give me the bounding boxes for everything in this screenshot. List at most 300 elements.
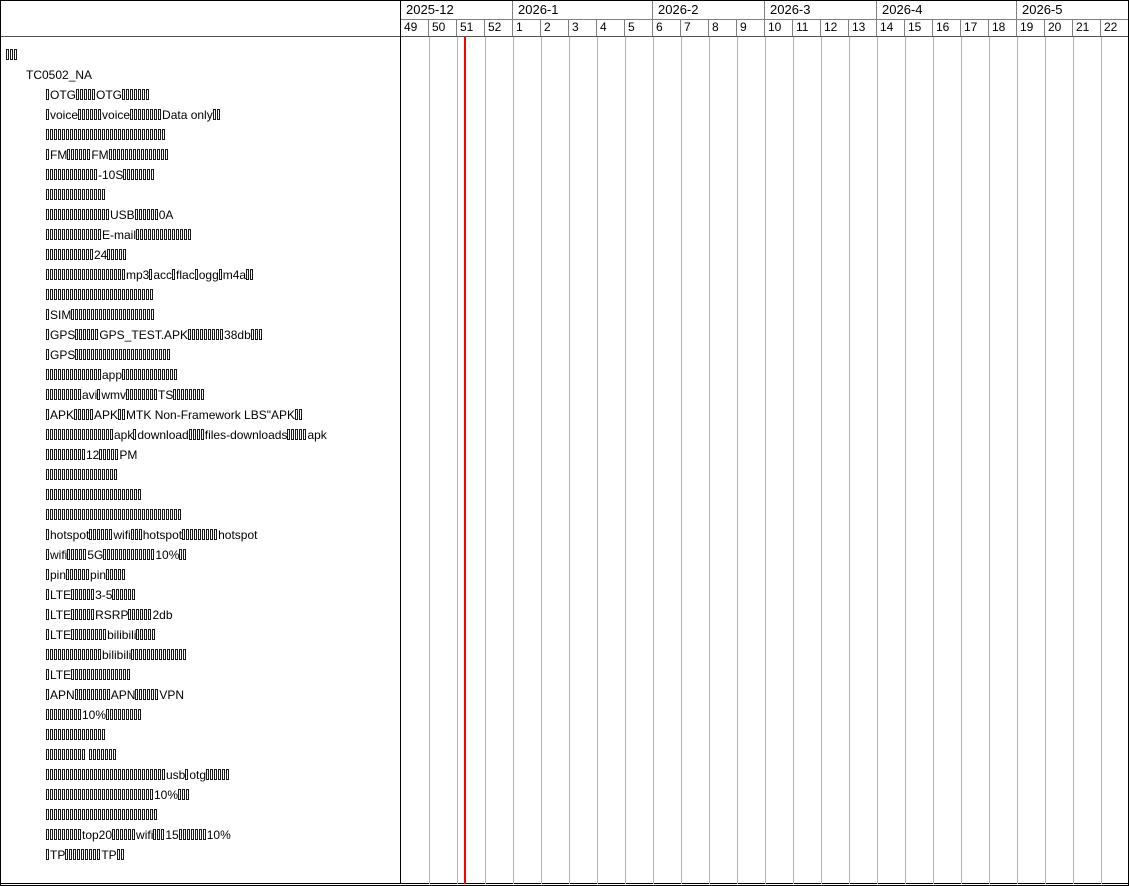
- missing-glyph-box: [139, 169, 142, 180]
- week-gridline: [485, 37, 486, 884]
- task-row[interactable]: [1, 605, 445, 625]
- missing-glyph-box: [78, 649, 81, 660]
- missing-glyph-box: [79, 329, 82, 340]
- week-header-cell: 6: [652, 19, 680, 37]
- missing-glyph-box: [194, 529, 197, 540]
- week-header-cell: 17: [960, 19, 988, 37]
- missing-glyph-box: [95, 689, 98, 700]
- missing-glyph-box: [141, 149, 144, 160]
- missing-glyph-box: [91, 329, 94, 340]
- missing-glyph-box: [62, 749, 65, 760]
- missing-glyph-box: [86, 489, 89, 500]
- missing-glyph-box: [54, 429, 57, 440]
- week-gridline: [653, 37, 654, 884]
- missing-glyph-box: [82, 469, 85, 480]
- missing-glyph-box: [119, 249, 122, 260]
- missing-glyph-box: [46, 209, 49, 220]
- missing-glyph-box: [54, 789, 57, 800]
- missing-glyph-box: [111, 249, 114, 260]
- task-row[interactable]: [1, 705, 445, 725]
- missing-glyph-box: [152, 229, 155, 240]
- missing-glyph-box: [138, 129, 141, 140]
- missing-glyph-box: [62, 289, 65, 300]
- missing-glyph-box: [183, 549, 186, 560]
- week-header-cell: 5: [624, 19, 652, 37]
- missing-glyph-box: [46, 269, 49, 280]
- missing-glyph-box: [118, 289, 121, 300]
- missing-glyph-box: [98, 269, 101, 280]
- missing-glyph-box: [58, 749, 61, 760]
- missing-glyph-box: [74, 229, 77, 240]
- missing-glyph-box: [78, 389, 81, 400]
- task-label: LTE: [46, 668, 131, 682]
- task-label: 10%: [46, 788, 190, 802]
- task-row[interactable]: [1, 345, 445, 365]
- task-row[interactable]: [1, 285, 445, 305]
- month-header-cell: 2026-5: [1016, 1, 1128, 19]
- task-row[interactable]: [1, 765, 445, 785]
- task-label: TC0502_NA: [26, 68, 93, 82]
- missing-glyph-box: [50, 129, 53, 140]
- missing-glyph-box: [210, 769, 213, 780]
- missing-glyph-box: [90, 789, 93, 800]
- missing-glyph-box: [98, 229, 101, 240]
- missing-glyph-box: [95, 669, 98, 680]
- missing-glyph-box: [78, 189, 81, 200]
- missing-glyph-box: [138, 809, 141, 820]
- missing-glyph-box: [143, 209, 146, 220]
- missing-glyph-box: [174, 509, 177, 520]
- missing-glyph-box: [75, 549, 78, 560]
- missing-glyph-box: [78, 169, 81, 180]
- missing-glyph-box: [102, 789, 105, 800]
- missing-glyph-box: [71, 309, 74, 320]
- missing-glyph-box: [101, 529, 104, 540]
- missing-glyph-box: [66, 729, 69, 740]
- missing-glyph-box: [118, 269, 121, 280]
- missing-glyph-box: [54, 389, 57, 400]
- week-gridline: [541, 37, 542, 884]
- missing-glyph-box: [14, 49, 17, 60]
- task-row[interactable]: [1, 325, 445, 345]
- task-row[interactable]: [1, 425, 445, 445]
- missing-glyph-box: [70, 289, 73, 300]
- missing-glyph-box: [142, 369, 145, 380]
- task-label: apk download files-downloads apk: [46, 428, 327, 442]
- task-row[interactable]: [1, 445, 445, 465]
- missing-glyph-box: [58, 729, 61, 740]
- missing-glyph-box: [106, 209, 109, 220]
- task-row[interactable]: [1, 585, 445, 605]
- missing-glyph-box: [134, 109, 137, 120]
- missing-glyph-box: [126, 489, 129, 500]
- missing-glyph-box: [79, 149, 82, 160]
- missing-glyph-box: [149, 149, 152, 160]
- missing-glyph-box: [87, 689, 90, 700]
- missing-glyph-box: [130, 289, 133, 300]
- missing-glyph-box: [54, 229, 57, 240]
- task-row[interactable]: [1, 485, 445, 505]
- task-label: [46, 728, 106, 742]
- week-gridline: [569, 37, 570, 884]
- missing-glyph-box: [76, 89, 79, 100]
- task-label: voice voice Data only: [46, 108, 221, 122]
- missing-glyph-box: [136, 609, 139, 620]
- missing-glyph-box: [46, 789, 49, 800]
- missing-glyph-box: [62, 269, 65, 280]
- missing-glyph-box: [106, 809, 109, 820]
- missing-glyph-box: [102, 489, 105, 500]
- missing-glyph-box: [66, 369, 69, 380]
- week-header-cell: 2: [540, 19, 568, 37]
- missing-glyph-box: [50, 229, 53, 240]
- task-row[interactable]: [1, 545, 445, 565]
- task-row[interactable]: [1, 505, 445, 525]
- missing-glyph-box: [195, 269, 198, 280]
- missing-glyph-box: [98, 109, 101, 120]
- missing-glyph-box: [70, 249, 73, 260]
- missing-glyph-box: [106, 769, 109, 780]
- missing-glyph-box: [46, 509, 49, 520]
- missing-glyph-box: [139, 689, 142, 700]
- missing-glyph-box: [135, 169, 138, 180]
- missing-glyph-box: [142, 109, 145, 120]
- missing-glyph-box: [201, 429, 204, 440]
- missing-glyph-box: [197, 389, 200, 400]
- missing-glyph-box: [94, 469, 97, 480]
- missing-glyph-box: [71, 149, 74, 160]
- missing-glyph-box: [184, 229, 187, 240]
- missing-glyph-box: [98, 369, 101, 380]
- missing-glyph-box: [46, 349, 49, 360]
- missing-glyph-box: [94, 289, 97, 300]
- task-label: hotspot wifi hotspot hotspot: [46, 528, 257, 542]
- missing-glyph-box: [90, 369, 93, 380]
- missing-glyph-box: [46, 469, 49, 480]
- missing-glyph-box: [70, 269, 73, 280]
- missing-glyph-box: [200, 329, 203, 340]
- missing-glyph-box: [50, 829, 53, 840]
- missing-glyph-box: [62, 209, 65, 220]
- missing-glyph-box: [50, 369, 53, 380]
- missing-glyph-box: [155, 209, 158, 220]
- missing-glyph-box: [78, 709, 81, 720]
- missing-glyph-box: [136, 629, 139, 640]
- week-gridline: [737, 37, 738, 884]
- week-gridline: [597, 37, 598, 884]
- missing-glyph-box: [114, 769, 117, 780]
- missing-glyph-box: [94, 509, 97, 520]
- missing-glyph-box: [75, 309, 78, 320]
- missing-glyph-box: [168, 229, 171, 240]
- missing-glyph-box: [139, 309, 142, 320]
- missing-glyph-box: [86, 109, 89, 120]
- task-label: pin pin: [46, 568, 126, 582]
- missing-glyph-box: [82, 289, 85, 300]
- missing-glyph-box: [107, 349, 110, 360]
- task-row[interactable]: [1, 245, 445, 265]
- task-label: [46, 188, 106, 202]
- missing-glyph-box: [78, 569, 81, 580]
- missing-glyph-box: [65, 849, 68, 860]
- missing-glyph-box: [135, 529, 138, 540]
- missing-glyph-box: [134, 289, 137, 300]
- missing-glyph-box: [122, 409, 125, 420]
- missing-glyph-box: [102, 269, 105, 280]
- task-row[interactable]: [1, 565, 445, 585]
- missing-glyph-box: [134, 789, 137, 800]
- missing-glyph-box: [138, 109, 141, 120]
- missing-glyph-box: [127, 349, 130, 360]
- missing-glyph-box: [54, 729, 57, 740]
- task-row[interactable]: [1, 45, 405, 65]
- task-row[interactable]: [1, 645, 445, 665]
- missing-glyph-box: [178, 789, 181, 800]
- task-row[interactable]: [1, 845, 445, 865]
- missing-glyph-box: [90, 469, 93, 480]
- missing-glyph-box: [113, 149, 116, 160]
- task-row[interactable]: [1, 225, 445, 245]
- missing-glyph-box: [166, 509, 169, 520]
- missing-glyph-box: [98, 509, 101, 520]
- task-row[interactable]: [1, 525, 445, 545]
- missing-glyph-box: [170, 369, 173, 380]
- month-header-cell: 2026-2: [652, 1, 764, 19]
- missing-glyph-box: [58, 509, 61, 520]
- missing-glyph-box: [46, 529, 49, 540]
- task-row[interactable]: [1, 685, 445, 705]
- missing-glyph-box: [78, 729, 81, 740]
- missing-glyph-box: [133, 429, 136, 440]
- missing-glyph-box: [66, 789, 69, 800]
- week-header-cell: 21: [1072, 19, 1100, 37]
- missing-glyph-box: [82, 169, 85, 180]
- missing-glyph-box: [147, 689, 150, 700]
- missing-glyph-box: [188, 329, 191, 340]
- missing-glyph-box: [94, 649, 97, 660]
- missing-glyph-box: [162, 129, 165, 140]
- missing-glyph-box: [81, 849, 84, 860]
- missing-glyph-box: [86, 129, 89, 140]
- missing-glyph-box: [259, 329, 262, 340]
- missing-glyph-box: [143, 309, 146, 320]
- missing-glyph-box: [54, 809, 57, 820]
- missing-glyph-box: [83, 329, 86, 340]
- missing-glyph-box: [114, 509, 117, 520]
- missing-glyph-box: [118, 509, 121, 520]
- task-row[interactable]: [1, 465, 445, 485]
- missing-glyph-box: [157, 149, 160, 160]
- missing-glyph-box: [119, 349, 122, 360]
- missing-glyph-box: [213, 109, 216, 120]
- task-row[interactable]: [1, 85, 445, 105]
- missing-glyph-box: [99, 629, 102, 640]
- task-row[interactable]: [1, 745, 445, 765]
- missing-glyph-box: [86, 469, 89, 480]
- missing-glyph-box: [139, 529, 142, 540]
- missing-glyph-box: [114, 709, 117, 720]
- task-label: GPS GPS_TEST.APK 38db: [46, 328, 263, 342]
- missing-glyph-box: [135, 349, 138, 360]
- missing-glyph-box: [58, 289, 61, 300]
- missing-glyph-box: [214, 769, 217, 780]
- missing-glyph-box: [71, 549, 74, 560]
- task-label: LTE 3-5: [46, 588, 136, 602]
- task-row[interactable]: [1, 405, 445, 425]
- missing-glyph-box: [151, 209, 154, 220]
- missing-glyph-box: [110, 129, 113, 140]
- missing-glyph-box: [82, 409, 85, 420]
- missing-glyph-box: [303, 429, 306, 440]
- task-row[interactable]: [1, 105, 445, 125]
- missing-glyph-box: [145, 149, 148, 160]
- missing-glyph-box: [187, 829, 190, 840]
- missing-glyph-box: [62, 789, 65, 800]
- missing-glyph-box: [79, 689, 82, 700]
- missing-glyph-box: [46, 249, 49, 260]
- missing-glyph-box: [70, 729, 73, 740]
- missing-glyph-box: [174, 369, 177, 380]
- missing-glyph-box: [74, 449, 77, 460]
- missing-glyph-box: [66, 469, 69, 480]
- missing-glyph-box: [91, 669, 94, 680]
- missing-glyph-box: [86, 729, 89, 740]
- missing-glyph-box: [226, 769, 229, 780]
- missing-glyph-box: [103, 309, 106, 320]
- task-row[interactable]: [1, 785, 445, 805]
- missing-glyph-box: [93, 749, 96, 760]
- missing-glyph-box: [140, 229, 143, 240]
- missing-glyph-box: [62, 229, 65, 240]
- missing-glyph-box: [74, 649, 77, 660]
- week-gridline: [961, 37, 962, 884]
- missing-glyph-box: [150, 769, 153, 780]
- task-row[interactable]: [1, 145, 445, 165]
- task-row[interactable]: [1, 185, 445, 205]
- task-row[interactable]: [1, 165, 445, 185]
- week-gridline: [1017, 37, 1018, 884]
- task-row[interactable]: [1, 125, 445, 145]
- missing-glyph-box: [151, 349, 154, 360]
- missing-glyph-box: [130, 509, 133, 520]
- missing-glyph-box: [116, 829, 119, 840]
- task-row[interactable]: [1, 365, 445, 385]
- missing-glyph-box: [126, 289, 129, 300]
- task-row[interactable]: [1, 65, 425, 85]
- task-row[interactable]: [1, 205, 445, 225]
- task-label: [6, 48, 18, 62]
- missing-glyph-box: [46, 809, 49, 820]
- task-row[interactable]: [1, 825, 445, 845]
- missing-glyph-box: [142, 389, 145, 400]
- missing-glyph-box: [46, 549, 49, 560]
- task-row[interactable]: [1, 265, 445, 285]
- missing-glyph-box: [69, 849, 72, 860]
- missing-glyph-box: [90, 249, 93, 260]
- missing-glyph-box: [123, 169, 126, 180]
- missing-glyph-box: [133, 149, 136, 160]
- missing-glyph-box: [158, 509, 161, 520]
- missing-glyph-box: [131, 549, 134, 560]
- missing-glyph-box: [110, 809, 113, 820]
- task-row[interactable]: [1, 665, 445, 685]
- missing-glyph-box: [114, 789, 117, 800]
- missing-glyph-box: [118, 569, 121, 580]
- missing-glyph-box: [110, 509, 113, 520]
- missing-glyph-box: [146, 89, 149, 100]
- missing-glyph-box: [46, 109, 49, 120]
- task-label: 12 PM: [46, 448, 137, 462]
- missing-glyph-box: [102, 209, 105, 220]
- missing-glyph-box: [139, 349, 142, 360]
- missing-glyph-box: [179, 649, 182, 660]
- task-row[interactable]: [1, 625, 445, 645]
- missing-glyph-box: [70, 449, 73, 460]
- missing-glyph-box: [74, 169, 77, 180]
- missing-glyph-box: [127, 549, 130, 560]
- missing-glyph-box: [70, 389, 73, 400]
- missing-glyph-box: [110, 709, 113, 720]
- missing-glyph-box: [46, 409, 49, 420]
- task-row[interactable]: [1, 805, 445, 825]
- week-header-cell: 18: [988, 19, 1016, 37]
- week-gridline: [709, 37, 710, 884]
- missing-glyph-box: [66, 289, 69, 300]
- missing-glyph-box: [46, 189, 49, 200]
- missing-glyph-box: [167, 349, 170, 360]
- missing-glyph-box: [163, 649, 166, 660]
- missing-glyph-box: [83, 689, 86, 700]
- task-row[interactable]: [1, 725, 445, 745]
- missing-glyph-box: [99, 349, 102, 360]
- missing-glyph-box: [94, 269, 97, 280]
- missing-glyph-box: [90, 189, 93, 200]
- missing-glyph-box: [193, 389, 196, 400]
- missing-glyph-box: [79, 349, 82, 360]
- task-row[interactable]: [1, 305, 445, 325]
- missing-glyph-box: [134, 389, 137, 400]
- missing-glyph-box: [75, 669, 78, 680]
- week-header-cell: 50: [428, 19, 456, 37]
- missing-glyph-box: [130, 769, 133, 780]
- missing-glyph-box: [179, 829, 182, 840]
- missing-glyph-box: [106, 489, 109, 500]
- month-header-cell: 2026-1: [512, 1, 652, 19]
- missing-glyph-box: [162, 369, 165, 380]
- missing-glyph-box: [87, 609, 90, 620]
- missing-glyph-box: [147, 549, 150, 560]
- missing-glyph-box: [50, 289, 53, 300]
- task-label: SIM: [46, 308, 155, 322]
- missing-glyph-box: [62, 429, 65, 440]
- missing-glyph-box: [82, 449, 85, 460]
- missing-glyph-box: [154, 369, 157, 380]
- missing-glyph-box: [134, 709, 137, 720]
- task-label: [46, 808, 158, 822]
- missing-glyph-box: [132, 589, 135, 600]
- missing-glyph-box: [58, 209, 61, 220]
- missing-glyph-box: [122, 569, 125, 580]
- missing-glyph-box: [91, 589, 94, 600]
- task-row[interactable]: [1, 385, 445, 405]
- missing-glyph-box: [86, 509, 89, 520]
- missing-glyph-box: [70, 709, 73, 720]
- missing-glyph-box: [126, 89, 129, 100]
- task-label: 10%: [46, 708, 142, 722]
- missing-glyph-box: [195, 829, 198, 840]
- missing-glyph-box: [58, 709, 61, 720]
- missing-glyph-box: [74, 829, 77, 840]
